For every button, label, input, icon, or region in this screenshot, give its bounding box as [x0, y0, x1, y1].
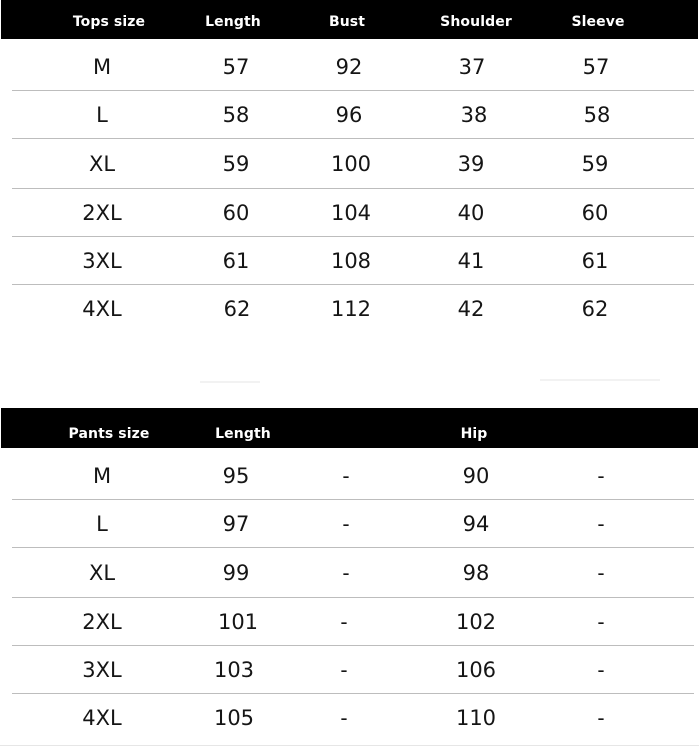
shoulder-cell: 42 — [457, 296, 485, 321]
table-row — [12, 500, 694, 548]
size-cell: L — [96, 511, 108, 536]
size-cell: M — [92, 55, 112, 79]
pants-table-header — [1, 408, 698, 448]
table-row — [12, 139, 694, 189]
shoulder-cell: 39 — [457, 151, 485, 176]
table-row — [12, 189, 694, 237]
bottom-divider — [0, 745, 699, 746]
size-cell: 4XL — [82, 705, 122, 730]
table-row — [12, 548, 694, 598]
header-blank-2 — [546, 408, 650, 448]
blank-cell: - — [340, 657, 348, 682]
blank-cell: - — [342, 464, 350, 488]
tops-table-header — [1, 0, 698, 39]
table-row — [12, 91, 694, 139]
blank-cell: - — [597, 511, 605, 536]
table-row — [12, 646, 694, 694]
sleeve-cell: 62 — [581, 296, 609, 321]
length-cell: 103 — [213, 657, 255, 682]
blank-cell: - — [597, 657, 605, 682]
hip-cell: 94 — [462, 511, 490, 536]
sleeve-cell: 61 — [581, 248, 609, 273]
length-cell: 97 — [222, 511, 250, 536]
table-row — [12, 598, 694, 646]
length-cell: 60 — [222, 200, 250, 225]
shoulder-cell: 37 — [458, 55, 486, 79]
header-sleeve: Sleeve — [571, 13, 625, 30]
hip-cell: 98 — [462, 560, 490, 585]
blank-cell: - — [342, 560, 350, 585]
sleeve-cell: 58 — [583, 102, 611, 127]
size-cell: 4XL — [82, 296, 122, 321]
sleeve-cell: 60 — [581, 200, 609, 225]
faint-mark — [200, 381, 260, 383]
length-cell: 101 — [217, 609, 259, 634]
shoulder-cell: 38 — [460, 102, 488, 127]
shoulder-cell: 40 — [457, 200, 485, 225]
size-cell: 2XL — [82, 200, 122, 225]
table-row — [12, 694, 694, 741]
faint-mark — [540, 379, 660, 381]
blank-cell: - — [597, 464, 605, 488]
length-cell: 61 — [222, 248, 250, 273]
pants-size-table — [0, 408, 699, 741]
length-cell: 59 — [222, 151, 250, 176]
bust-cell: 92 — [335, 55, 363, 79]
length-cell: 62 — [223, 296, 251, 321]
hip-cell: 102 — [455, 609, 497, 634]
bust-cell: 100 — [330, 151, 372, 176]
length-cell: 58 — [222, 102, 250, 127]
sleeve-cell: 59 — [581, 151, 609, 176]
size-cell: M — [92, 464, 112, 488]
bust-cell: 112 — [330, 296, 372, 321]
size-cell: XL — [88, 151, 116, 176]
bust-cell: 96 — [335, 102, 363, 127]
header-length: Length — [205, 13, 261, 30]
length-cell: 95 — [222, 464, 250, 488]
header-bust: Bust — [328, 13, 366, 30]
header-blank-1 — [296, 408, 398, 448]
sleeve-cell: 57 — [582, 55, 610, 79]
size-cell: L — [96, 102, 108, 127]
size-cell: 3XL — [82, 657, 122, 682]
header-hip: Hip — [460, 426, 488, 442]
bust-cell: 104 — [330, 200, 372, 225]
header-shoulder: Shoulder — [440, 13, 512, 30]
table-row — [12, 237, 694, 285]
bust-cell: 108 — [330, 248, 372, 273]
size-cell: 3XL — [82, 248, 122, 273]
blank-cell: - — [597, 705, 605, 730]
size-cell: XL — [88, 560, 116, 585]
tops-size-table — [0, 0, 699, 332]
length-cell: 105 — [213, 705, 255, 730]
header-tops-size: Tops size — [72, 13, 146, 30]
length-cell: 99 — [222, 560, 250, 585]
blank-cell: - — [597, 560, 605, 585]
hip-cell: 110 — [455, 705, 497, 730]
table-row — [12, 453, 694, 500]
blank-cell: - — [340, 609, 348, 634]
header-pants-size: Pants size — [68, 426, 150, 442]
size-cell: 2XL — [82, 609, 122, 634]
shoulder-cell: 41 — [457, 248, 485, 273]
length-cell: 57 — [222, 55, 250, 79]
table-row — [12, 285, 694, 332]
table-row — [12, 44, 694, 91]
hip-cell: 90 — [462, 464, 490, 488]
hip-cell: 106 — [455, 657, 497, 682]
blank-cell: - — [340, 705, 348, 730]
blank-cell: - — [597, 609, 605, 634]
header-length: Length — [215, 426, 271, 442]
blank-cell: - — [342, 511, 350, 536]
